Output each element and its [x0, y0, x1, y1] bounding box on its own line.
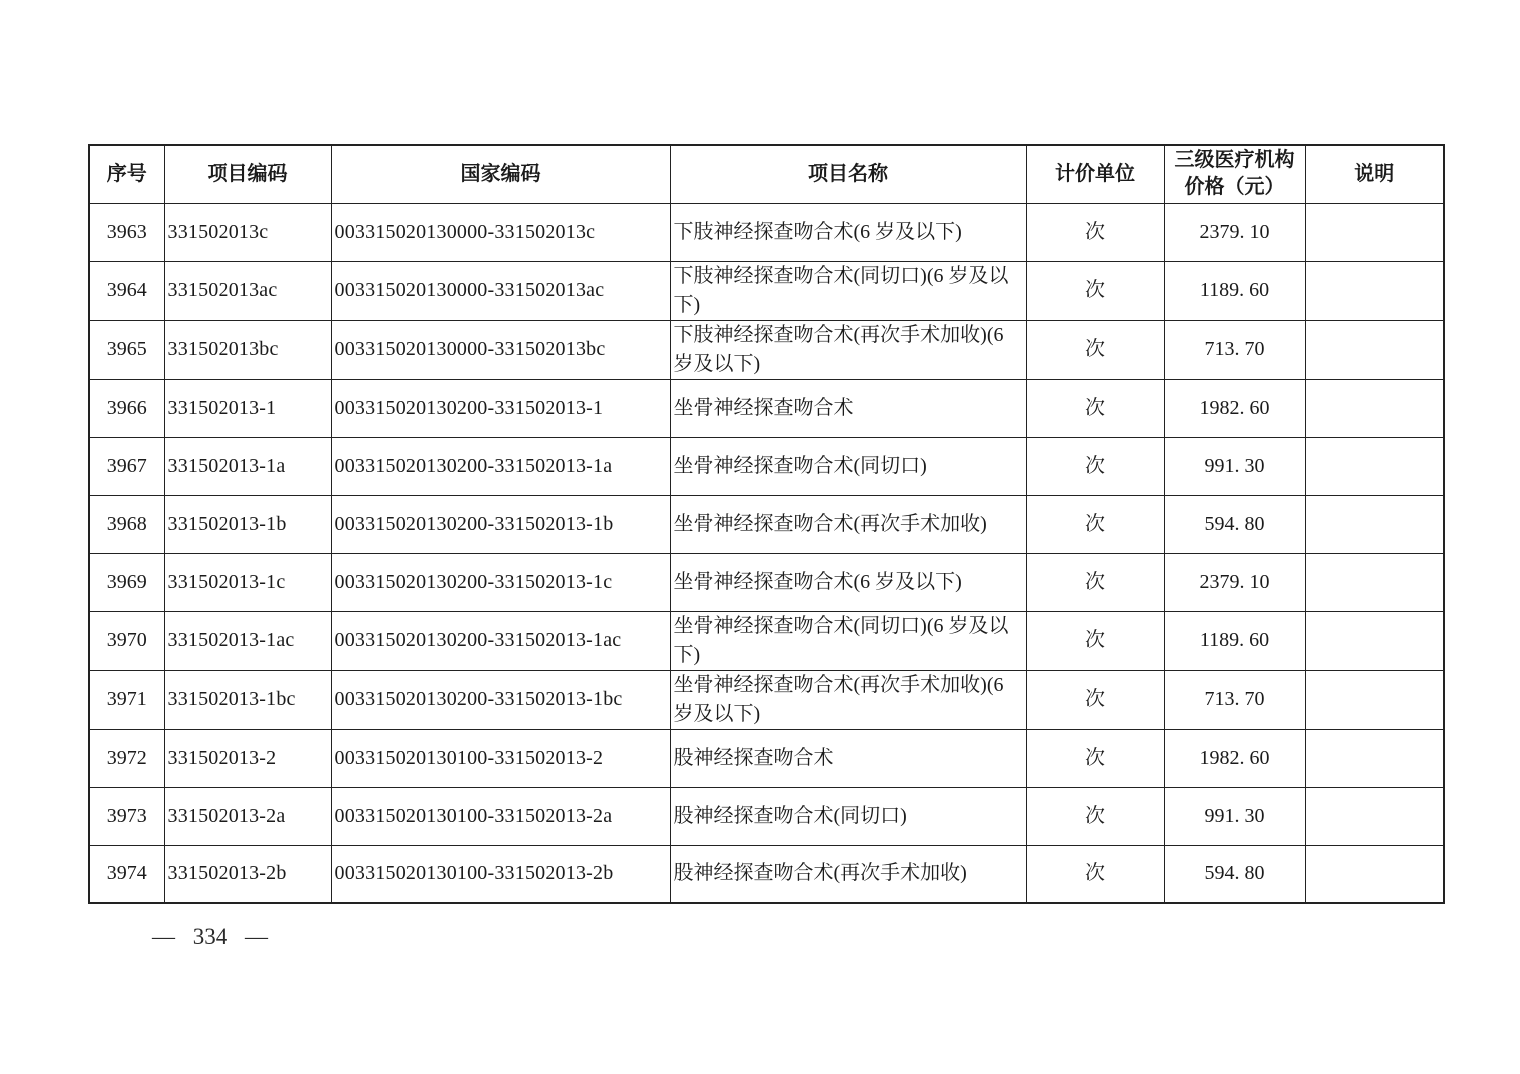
- cell-note: [1305, 845, 1444, 903]
- cell-seq: 3968: [89, 495, 164, 553]
- cell-unit: 次: [1026, 611, 1164, 670]
- cell-item-code: 331502013-1c: [164, 553, 331, 611]
- page-number: — 334 —: [152, 924, 268, 949]
- table-row: [89, 729, 1444, 787]
- cell-item-code: 331502013-1a: [164, 437, 331, 495]
- cell-seq: 3965: [89, 320, 164, 379]
- cell-price: 2379. 10: [1164, 553, 1305, 611]
- cell-note: [1305, 611, 1444, 670]
- col-header-item-code: 项目编码: [164, 145, 331, 203]
- cell-unit: 次: [1026, 553, 1164, 611]
- cell-note: [1305, 495, 1444, 553]
- cell-item-name: 坐骨神经探查吻合术(再次手术加收)(6 岁及以下): [670, 670, 1026, 729]
- cell-seq: 3969: [89, 553, 164, 611]
- cell-price: 1189. 60: [1164, 261, 1305, 320]
- cell-unit: 次: [1026, 787, 1164, 845]
- col-header-national-code: 国家编码: [331, 145, 670, 203]
- cell-seq: 3966: [89, 379, 164, 437]
- cell-price: 1982. 60: [1164, 729, 1305, 787]
- cell-item-code: 331502013-1ac: [164, 611, 331, 670]
- cell-note: [1305, 320, 1444, 379]
- cell-item-name: 下肢神经探查吻合术(6 岁及以下): [670, 203, 1026, 261]
- col-header-price-line2: 价格（元）: [1184, 176, 1285, 199]
- cell-seq: 3967: [89, 437, 164, 495]
- cell-price: 594. 80: [1164, 845, 1305, 903]
- cell-unit: 次: [1026, 729, 1164, 787]
- cell-price: 594. 80: [1164, 495, 1305, 553]
- cell-item-name: 股神经探查吻合术(再次手术加收): [670, 845, 1026, 903]
- cell-national-code: 003315020130200-331502013-1c: [331, 553, 670, 611]
- col-header-price: [1164, 145, 1305, 203]
- cell-item-code: 331502013bc: [164, 320, 331, 379]
- table-row: [89, 553, 1444, 611]
- cell-unit: 次: [1026, 670, 1164, 729]
- cell-note: [1305, 379, 1444, 437]
- cell-unit: 次: [1026, 437, 1164, 495]
- cell-note: [1305, 729, 1444, 787]
- table-header-row: [89, 145, 1444, 203]
- cell-item-name: 坐骨神经探查吻合术(同切口)(6 岁及以下): [670, 611, 1026, 670]
- cell-note: [1305, 553, 1444, 611]
- cell-national-code: 003315020130200-331502013-1: [331, 379, 670, 437]
- cell-seq: 3973: [89, 787, 164, 845]
- table-row: [89, 611, 1444, 670]
- cell-item-code: 331502013-2b: [164, 845, 331, 903]
- cell-item-name: 坐骨神经探查吻合术(6 岁及以下): [670, 553, 1026, 611]
- cell-item-code: 331502013-2: [164, 729, 331, 787]
- cell-note: [1305, 203, 1444, 261]
- table-row: [89, 261, 1444, 320]
- cell-national-code: 003315020130200-331502013-1bc: [331, 670, 670, 729]
- cell-national-code: 003315020130000-331502013ac: [331, 261, 670, 320]
- cell-unit: 次: [1026, 379, 1164, 437]
- cell-national-code: 003315020130200-331502013-1ac: [331, 611, 670, 670]
- cell-price: 991. 30: [1164, 787, 1305, 845]
- cell-national-code: 003315020130000-331502013bc: [331, 320, 670, 379]
- col-header-seq: 序号: [89, 145, 164, 203]
- cell-seq: 3972: [89, 729, 164, 787]
- table-row: [89, 845, 1444, 903]
- cell-item-name: 股神经探查吻合术: [670, 729, 1026, 787]
- cell-national-code: 003315020130200-331502013-1a: [331, 437, 670, 495]
- cell-item-name: 坐骨神经探查吻合术(同切口): [670, 437, 1026, 495]
- cell-price: 713. 70: [1164, 670, 1305, 729]
- col-header-item-name: 项目名称: [670, 145, 1026, 203]
- cell-seq: 3974: [89, 845, 164, 903]
- cell-unit: 次: [1026, 203, 1164, 261]
- col-header-price-line1: 三级医疗机构: [1174, 149, 1295, 172]
- cell-price: 1982. 60: [1164, 379, 1305, 437]
- cell-unit: 次: [1026, 845, 1164, 903]
- cell-item-name: 下肢神经探查吻合术(再次手术加收)(6 岁及以下): [670, 320, 1026, 379]
- cell-national-code: 003315020130100-331502013-2: [331, 729, 670, 787]
- col-header-unit: 计价单位: [1026, 145, 1164, 203]
- cell-item-code: 331502013-1b: [164, 495, 331, 553]
- cell-item-name: 下肢神经探查吻合术(同切口)(6 岁及以下): [670, 261, 1026, 320]
- table-row: [89, 787, 1444, 845]
- cell-seq: 3971: [89, 670, 164, 729]
- table-row: [89, 320, 1444, 379]
- cell-national-code: 003315020130200-331502013-1b: [331, 495, 670, 553]
- cell-price: 2379. 10: [1164, 203, 1305, 261]
- cell-price: 713. 70: [1164, 320, 1305, 379]
- cell-national-code: 003315020130000-331502013c: [331, 203, 670, 261]
- cell-item-name: 股神经探查吻合术(同切口): [670, 787, 1026, 845]
- cell-price: 991. 30: [1164, 437, 1305, 495]
- cell-seq: 3970: [89, 611, 164, 670]
- cell-item-code: 331502013ac: [164, 261, 331, 320]
- table-row: [89, 670, 1444, 729]
- cell-note: [1305, 670, 1444, 729]
- table-row: [89, 437, 1444, 495]
- cell-note: [1305, 437, 1444, 495]
- table-body: [89, 203, 1444, 903]
- cell-national-code: 003315020130100-331502013-2a: [331, 787, 670, 845]
- cell-national-code: 003315020130100-331502013-2b: [331, 845, 670, 903]
- cell-unit: 次: [1026, 320, 1164, 379]
- cell-note: [1305, 787, 1444, 845]
- table-row: [89, 203, 1444, 261]
- cell-item-code: 331502013-1bc: [164, 670, 331, 729]
- cell-unit: 次: [1026, 261, 1164, 320]
- cell-item-name: 坐骨神经探查吻合术: [670, 379, 1026, 437]
- cell-note: [1305, 261, 1444, 320]
- cell-unit: 次: [1026, 495, 1164, 553]
- cell-seq: 3964: [89, 261, 164, 320]
- cell-seq: 3963: [89, 203, 164, 261]
- price-table: [88, 144, 1445, 904]
- cell-item-code: 331502013-2a: [164, 787, 331, 845]
- cell-item-code: 331502013c: [164, 203, 331, 261]
- table-row: [89, 379, 1444, 437]
- col-header-note: 说明: [1305, 145, 1444, 203]
- cell-item-code: 331502013-1: [164, 379, 331, 437]
- cell-item-name: 坐骨神经探查吻合术(再次手术加收): [670, 495, 1026, 553]
- cell-price: 1189. 60: [1164, 611, 1305, 670]
- table-row: [89, 495, 1444, 553]
